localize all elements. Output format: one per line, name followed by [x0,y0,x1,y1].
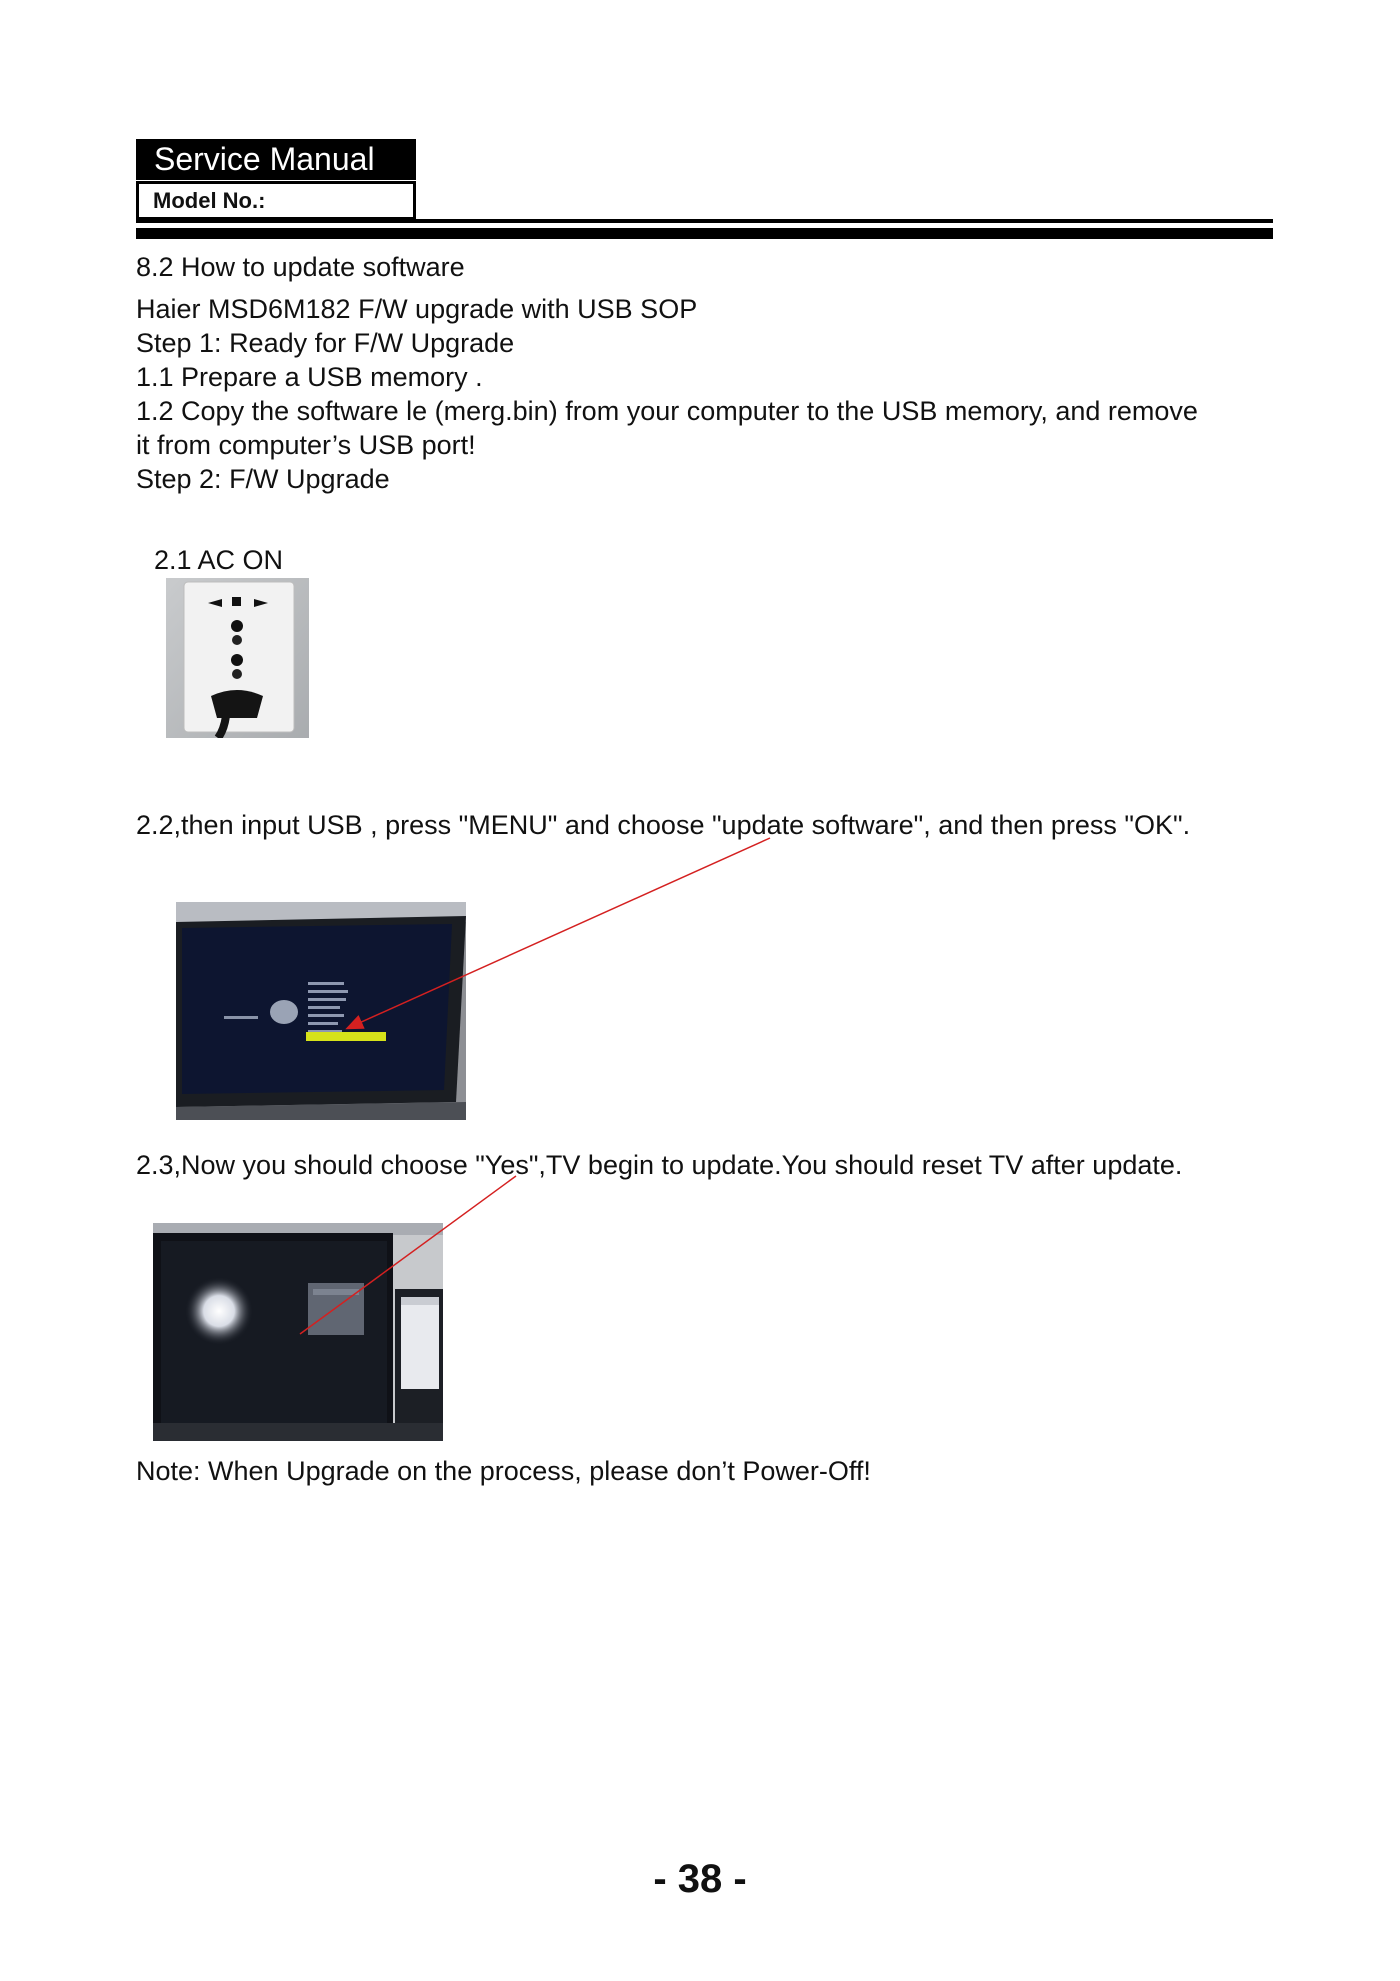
step-2-1-label: 2.1 AC ON [154,545,284,575]
text-line: Step 2: F/W Upgrade [136,464,390,494]
header-title: Service Manual [136,139,416,180]
arrow-to-update-software [348,838,770,1028]
arrow-to-yes-option [300,1176,516,1334]
note-text: Note: When Upgrade on the process, please don’t Power-Off! [136,1456,871,1486]
page-number: - 38 - [653,1857,747,1901]
step-2-2-text: 2.2,then input USB , press "MENU" and choose "update software", and then press "OK". [136,810,1191,840]
text-line: 1.2 Copy the software le (merg.bin) from your computer to the USB memory, and remove [136,396,1198,426]
step-2-3-text: 2.3,Now you should choose "Yes",TV begin to update.You should reset TV after update. [136,1150,1183,1180]
text-line: it from computer’s USB port! [136,430,476,460]
section-title: 8.2 How to update software [136,252,465,282]
text-line: Step 1: Ready for F/W Upgrade [136,328,515,358]
model-number-label: Model No.: [136,181,416,220]
text-line: Haier MSD6M182 F/W upgrade with USB SOP [136,294,698,324]
text-line: 1.1 Prepare a USB memory . [136,362,483,392]
